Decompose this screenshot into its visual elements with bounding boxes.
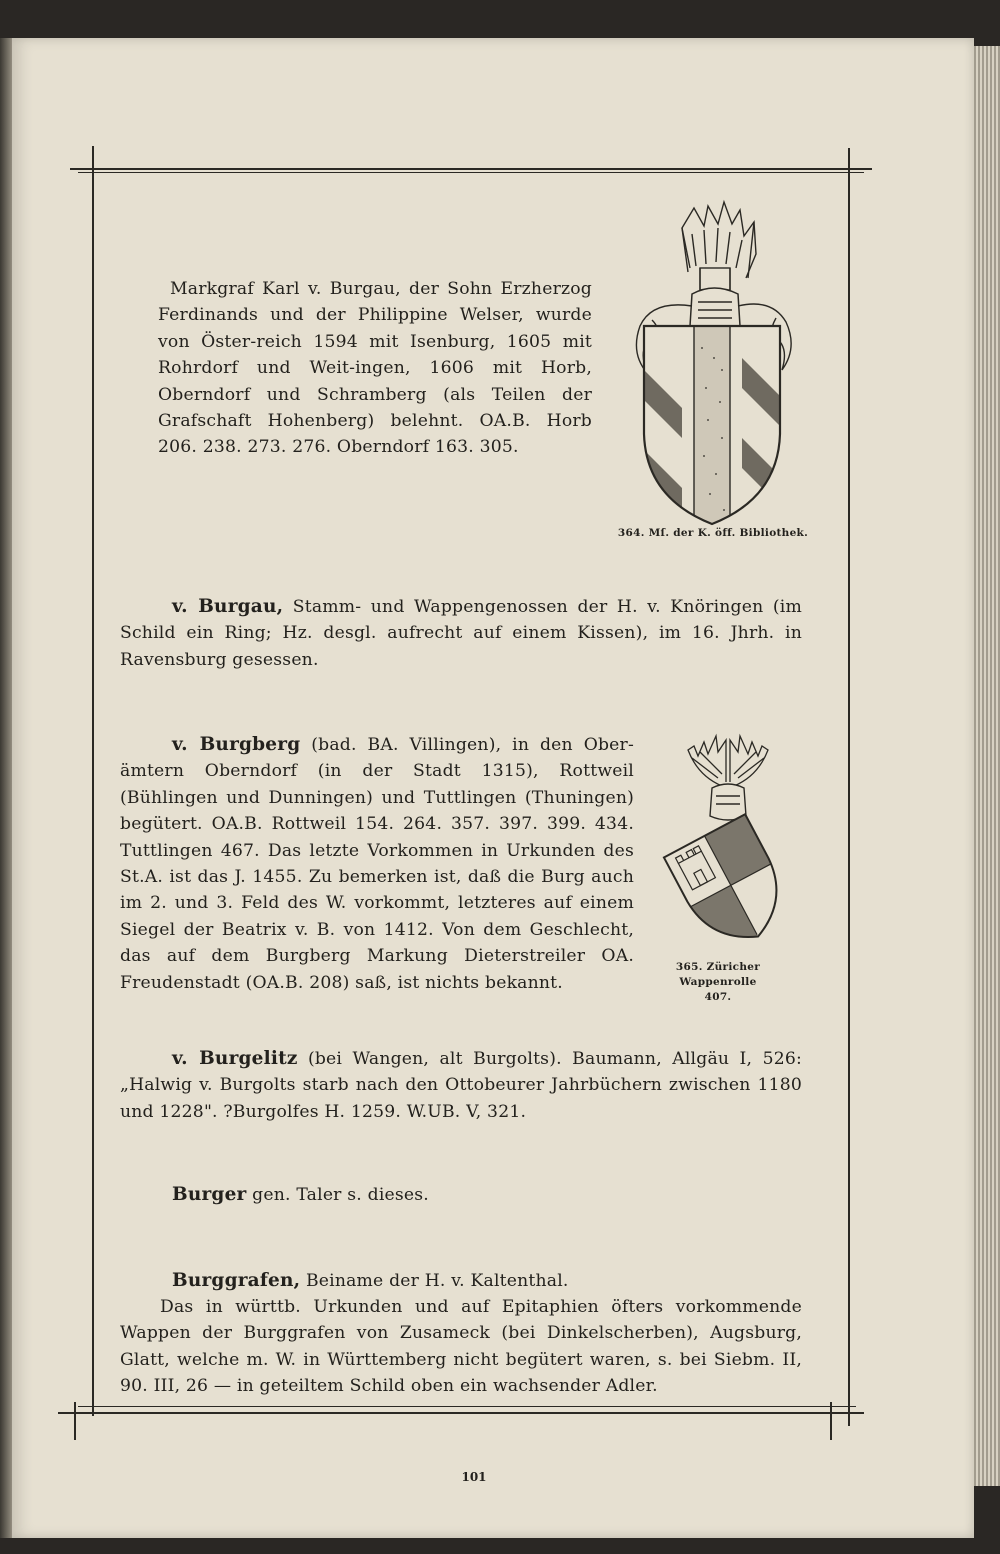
frame-top-inner-rule [78,172,864,173]
entry-markgraf-karl: Markgraf Karl v. Burgau, der Sohn Erzherzog Ferdinands und der Philippine Welser, wurde von Öster-reich 1594 mit Isenburg, 1605 mit Rohrdorf und Weit-ingen, 1606 mit Horb, Oberndorf und Schramberg (als Teilen der Grafschaft Hohenberg) belehnt. OA.B. Horb 206. 238. 273. 276. Oberndorf 163. 305. [158,279,592,458]
frame-left-tick [74,1402,76,1440]
coat-of-arms-365 [668,730,788,960]
entry-burggrafen-first: Beiname der H. v. Kaltenthal. [305,1271,569,1291]
headword-burgelitz: v. Burgelitz [172,1048,298,1069]
frame-bottom-inner-rule [78,1406,856,1407]
entry-burggrafen-head [120,1268,802,1294]
headword-burgau: v. Burgau, [172,596,284,617]
entry-burgau [120,594,802,673]
page-number: 101 [461,1470,487,1484]
frame-bottom-rule [58,1412,864,1414]
frame-right-tick [830,1402,832,1440]
entry-burger [120,1182,802,1208]
headword-burger: Burger [172,1184,247,1205]
entry-burgau-text: Stamm- und Wappengenossen der H. v. Knöringen (im Schild ein Ring; Hz. desgl. aufrecht auf einem Kissen), im 16. Jhrh. in Ravensburg gesessen. [120,597,802,670]
book-page [12,38,974,1538]
entry-burggrafen-text: Das in württb. Urkunden und auf Epitaphien öfters vorkommende Wappen der Burggrafen von Zusameck (bei Dinkelscherben), Augsburg, Glatt, welche m. W. in Württemberg nicht begütert waren, s. bei Siebm. II, 90. III, 26 — in geteiltem Schild oben ein wachsender Adler. [120,1297,802,1397]
headword-burgberg: v. Burgberg [172,734,301,755]
page-fore-edge [974,46,1000,1486]
caption-fig-365 [650,960,786,1005]
caption-fig-365-line1: 365. Züricher Wappenrolle [675,961,761,988]
caption-fig-364: 364. Mſ. der K. öff. Bibliothek. [617,527,809,539]
entry-burgberg-text: (bad. BA. Villingen), in den Ober-ämtern Oberndorf (in der Stadt 1315), Rottweil (Bühlingen und Dunningen) und Tuttlingen (Thuningen) begütert. OA.B. Rottweil 154. 264. 357. 397. 399. 434. Tuttlingen 467. Das letzte Vorkommen in Urkunden des St.A. ist das J. 1455. Zu bemerken ist, daß die Burg auch im 2. und 3. Feld des W. vorkommt, letzteres auf einem Siegel der Beatrix v. B. von 1412. Von dem Geschlecht, das auf dem Burgberg Markung Dieterstreiler OA. Freudenstadt (OA.B. 208) saß, ist nichts bekannt. [120,735,634,993]
frame-right-rule [848,148,850,1426]
frame-left-rule [92,146,94,1416]
entry-burgberg [120,732,634,996]
entry-burgelitz-text: (bei Wangen, alt Burgolts). Baumann, Allgäu I, 526: „Halwig v. Burgolts starb nach den Ottobeurer Jahrbüchern zwischen 1180 und 1228". ?Burgolfes H. 1259. W.UB. V, 321. [120,1049,802,1122]
coat-of-arms-364 [622,198,802,528]
entry-burger-text: gen. Taler s. dieses. [252,1185,429,1205]
headword-burggrafen: Burggrafen, [172,1270,301,1291]
entry-burgelitz [120,1046,802,1125]
caption-fig-365-line2: 407. [704,991,732,1003]
frame-top-rule [70,168,872,170]
